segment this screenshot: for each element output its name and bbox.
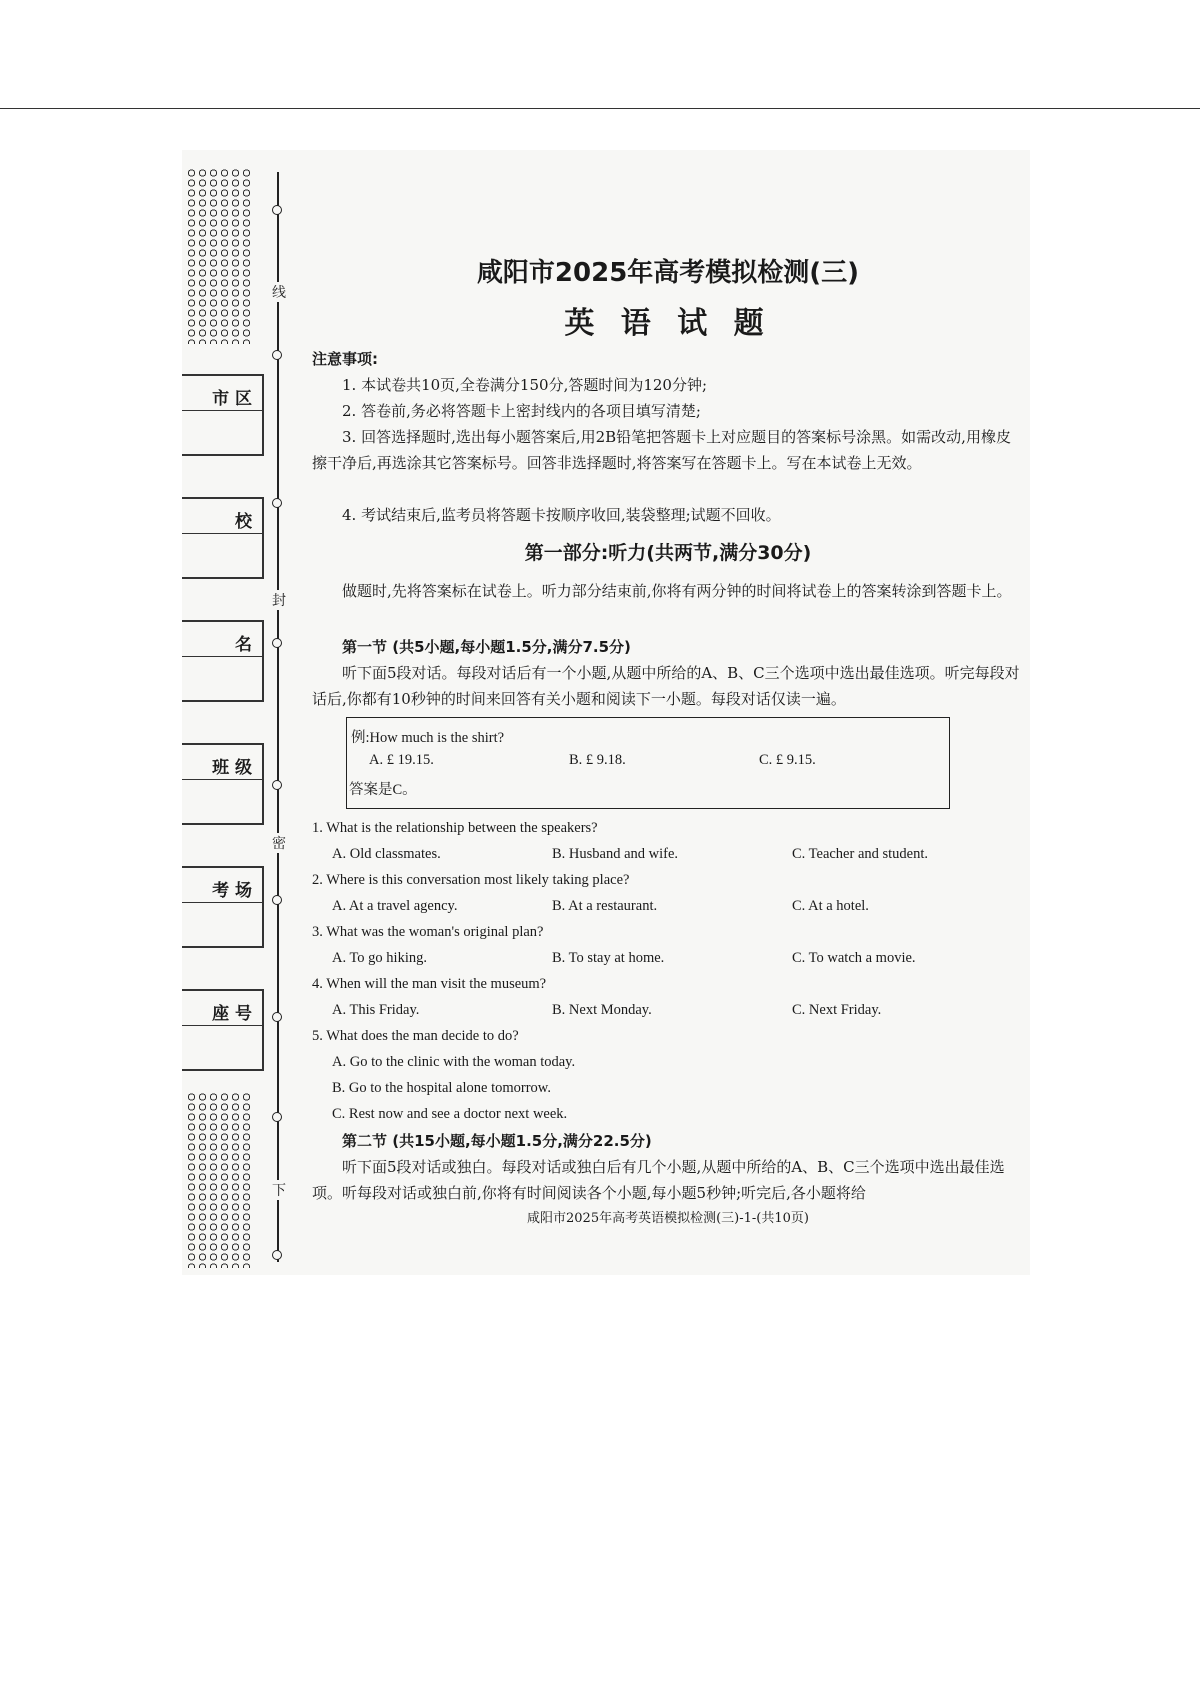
example-box	[346, 717, 950, 809]
seal-label-secret: 密	[269, 833, 289, 853]
notice-item: 2. 答卷前,务必将答题卡上密封线内的各项目填写清楚;	[342, 402, 701, 420]
seal-circle	[272, 1250, 282, 1260]
question-2-option-c[interactable]: C. At a hotel.	[792, 898, 869, 914]
part1-intro: 做题时,先将答案标在试卷上。听力部分结束前,你将有两分钟的时间将试卷上的答案转涂到答题卡上。	[342, 582, 1012, 600]
example-answer: 答案是C。	[349, 782, 417, 798]
seal-label-line: 线	[269, 282, 289, 302]
question-1-option-b[interactable]: B. Husband and wife.	[552, 846, 679, 862]
field-label: 名	[235, 635, 252, 655]
seal-circle	[272, 498, 282, 508]
seal-line	[277, 172, 279, 1262]
field-city-district[interactable]	[182, 374, 264, 456]
perforation-dots-top	[186, 168, 254, 344]
field-label: 考 场	[212, 881, 252, 901]
page-top-rule	[0, 108, 1200, 109]
notice-item: 4. 考试结束后,监考员将答题卡按顺序收回,装袋整理;试题不回收。	[342, 506, 781, 524]
exam-page	[182, 150, 1030, 1275]
notice-item: 3. 回答选择题时,选出每小题答案后,用2B铅笔把答题卡上对应题目的答案标号涂黑。如需改动,用橡皮擦干净后,再选涂其它答案标号。回答非选择题时,将答案写在答题卡上。写在本试卷上无效。	[312, 428, 1011, 472]
section1-intro: 听下面5段对话。每段对话后有一个小题,从题中所给的A、B、C三个选项中选出最佳选项。听完每段对话后,你都有10秒钟的时间来回答有关小题和阅读下一小题。每段对话仅读一遍。	[312, 664, 1020, 708]
example-question: 例:How much is the shirt?	[351, 730, 505, 746]
section1-title: 第一节 (共5小题,每小题1.5分,满分7.5分)	[342, 638, 631, 656]
field-school[interactable]	[182, 497, 264, 579]
seal-circle	[272, 1112, 282, 1122]
example-option: C. £ 9.15.	[759, 752, 816, 768]
question-2-option-b[interactable]: B. At a restaurant.	[552, 898, 658, 914]
question-2: 2. Where is this conversation most likely taking place?	[312, 872, 630, 888]
question-1: 1. What is the relationship between the speakers?	[312, 820, 598, 836]
section2-intro: 听下面5段对话或独白。每段对话或独白后有几个小题,从题中所给的A、B、C三个选项中选出最佳选项。听每段对话或独白前,你将有时间阅读各个小题,每小题5秒钟;听完后,各小题将给	[312, 1158, 1005, 1202]
field-label: 班 级	[212, 758, 252, 778]
field-label: 市 区	[212, 389, 252, 409]
question-3-option-c[interactable]: C. To watch a movie.	[792, 950, 916, 966]
question-4: 4. When will the man visit the museum?	[312, 976, 547, 992]
seal-circle	[272, 638, 282, 648]
question-4-option-c[interactable]: C. Next Friday.	[792, 1002, 882, 1018]
question-4-option-b[interactable]: B. Next Monday.	[552, 1002, 652, 1018]
question-5-option-b[interactable]: B. Go to the hospital alone tomorrow.	[332, 1080, 551, 1096]
notice-heading: 注意事项:	[312, 350, 378, 368]
question-3-option-b[interactable]: B. To stay at home.	[552, 950, 665, 966]
example-option: A. £ 19.15.	[369, 752, 434, 768]
seal-circle	[272, 895, 282, 905]
seal-circle	[272, 205, 282, 215]
part1-title: 第一部分:听力(共两节,满分30分)	[524, 542, 812, 564]
question-5-option-a[interactable]: A. Go to the clinic with the woman today.	[332, 1054, 576, 1070]
field-class[interactable]	[182, 743, 264, 825]
seal-label-down: 下	[269, 1180, 289, 1200]
exam-subject: 英 语 试 题	[564, 306, 772, 341]
section2-title: 第二节 (共15小题,每小题1.5分,满分22.5分)	[342, 1132, 652, 1150]
exam-title: 咸阳市2025年高考模拟检测(三)	[476, 258, 860, 288]
question-5: 5. What does the man decide to do?	[312, 1028, 519, 1044]
field-label: 校	[235, 512, 252, 532]
question-2-option-a[interactable]: A. At a travel agency.	[332, 898, 458, 914]
seal-label-seal: 封	[269, 590, 289, 610]
question-5-option-c[interactable]: C. Rest now and see a doctor next week.	[332, 1106, 568, 1122]
example-option: B. £ 9.18.	[569, 752, 626, 768]
question-1-option-c[interactable]: C. Teacher and student.	[792, 846, 929, 862]
perforation-dots-bottom	[186, 1092, 254, 1268]
page-footer: 咸阳市2025年高考英语模拟检测(三)-1-(共10页)	[527, 1211, 809, 1226]
question-4-option-a[interactable]: A. This Friday.	[332, 1002, 420, 1018]
binding-strip	[182, 150, 302, 1275]
seal-circle	[272, 1012, 282, 1022]
seal-circle	[272, 780, 282, 790]
field-seat-number[interactable]	[182, 989, 264, 1071]
question-1-option-a[interactable]: A. Old classmates.	[332, 846, 441, 862]
exam-content	[312, 150, 1024, 1275]
seal-circle	[272, 350, 282, 360]
notice-item: 1. 本试卷共10页,全卷满分150分,答题时间为120分钟;	[342, 376, 708, 394]
question-3: 3. What was the woman's original plan?	[312, 924, 544, 940]
field-name[interactable]	[182, 620, 264, 702]
field-exam-room[interactable]	[182, 866, 264, 948]
question-3-option-a[interactable]: A. To go hiking.	[332, 950, 427, 966]
field-label: 座 号	[212, 1004, 252, 1024]
